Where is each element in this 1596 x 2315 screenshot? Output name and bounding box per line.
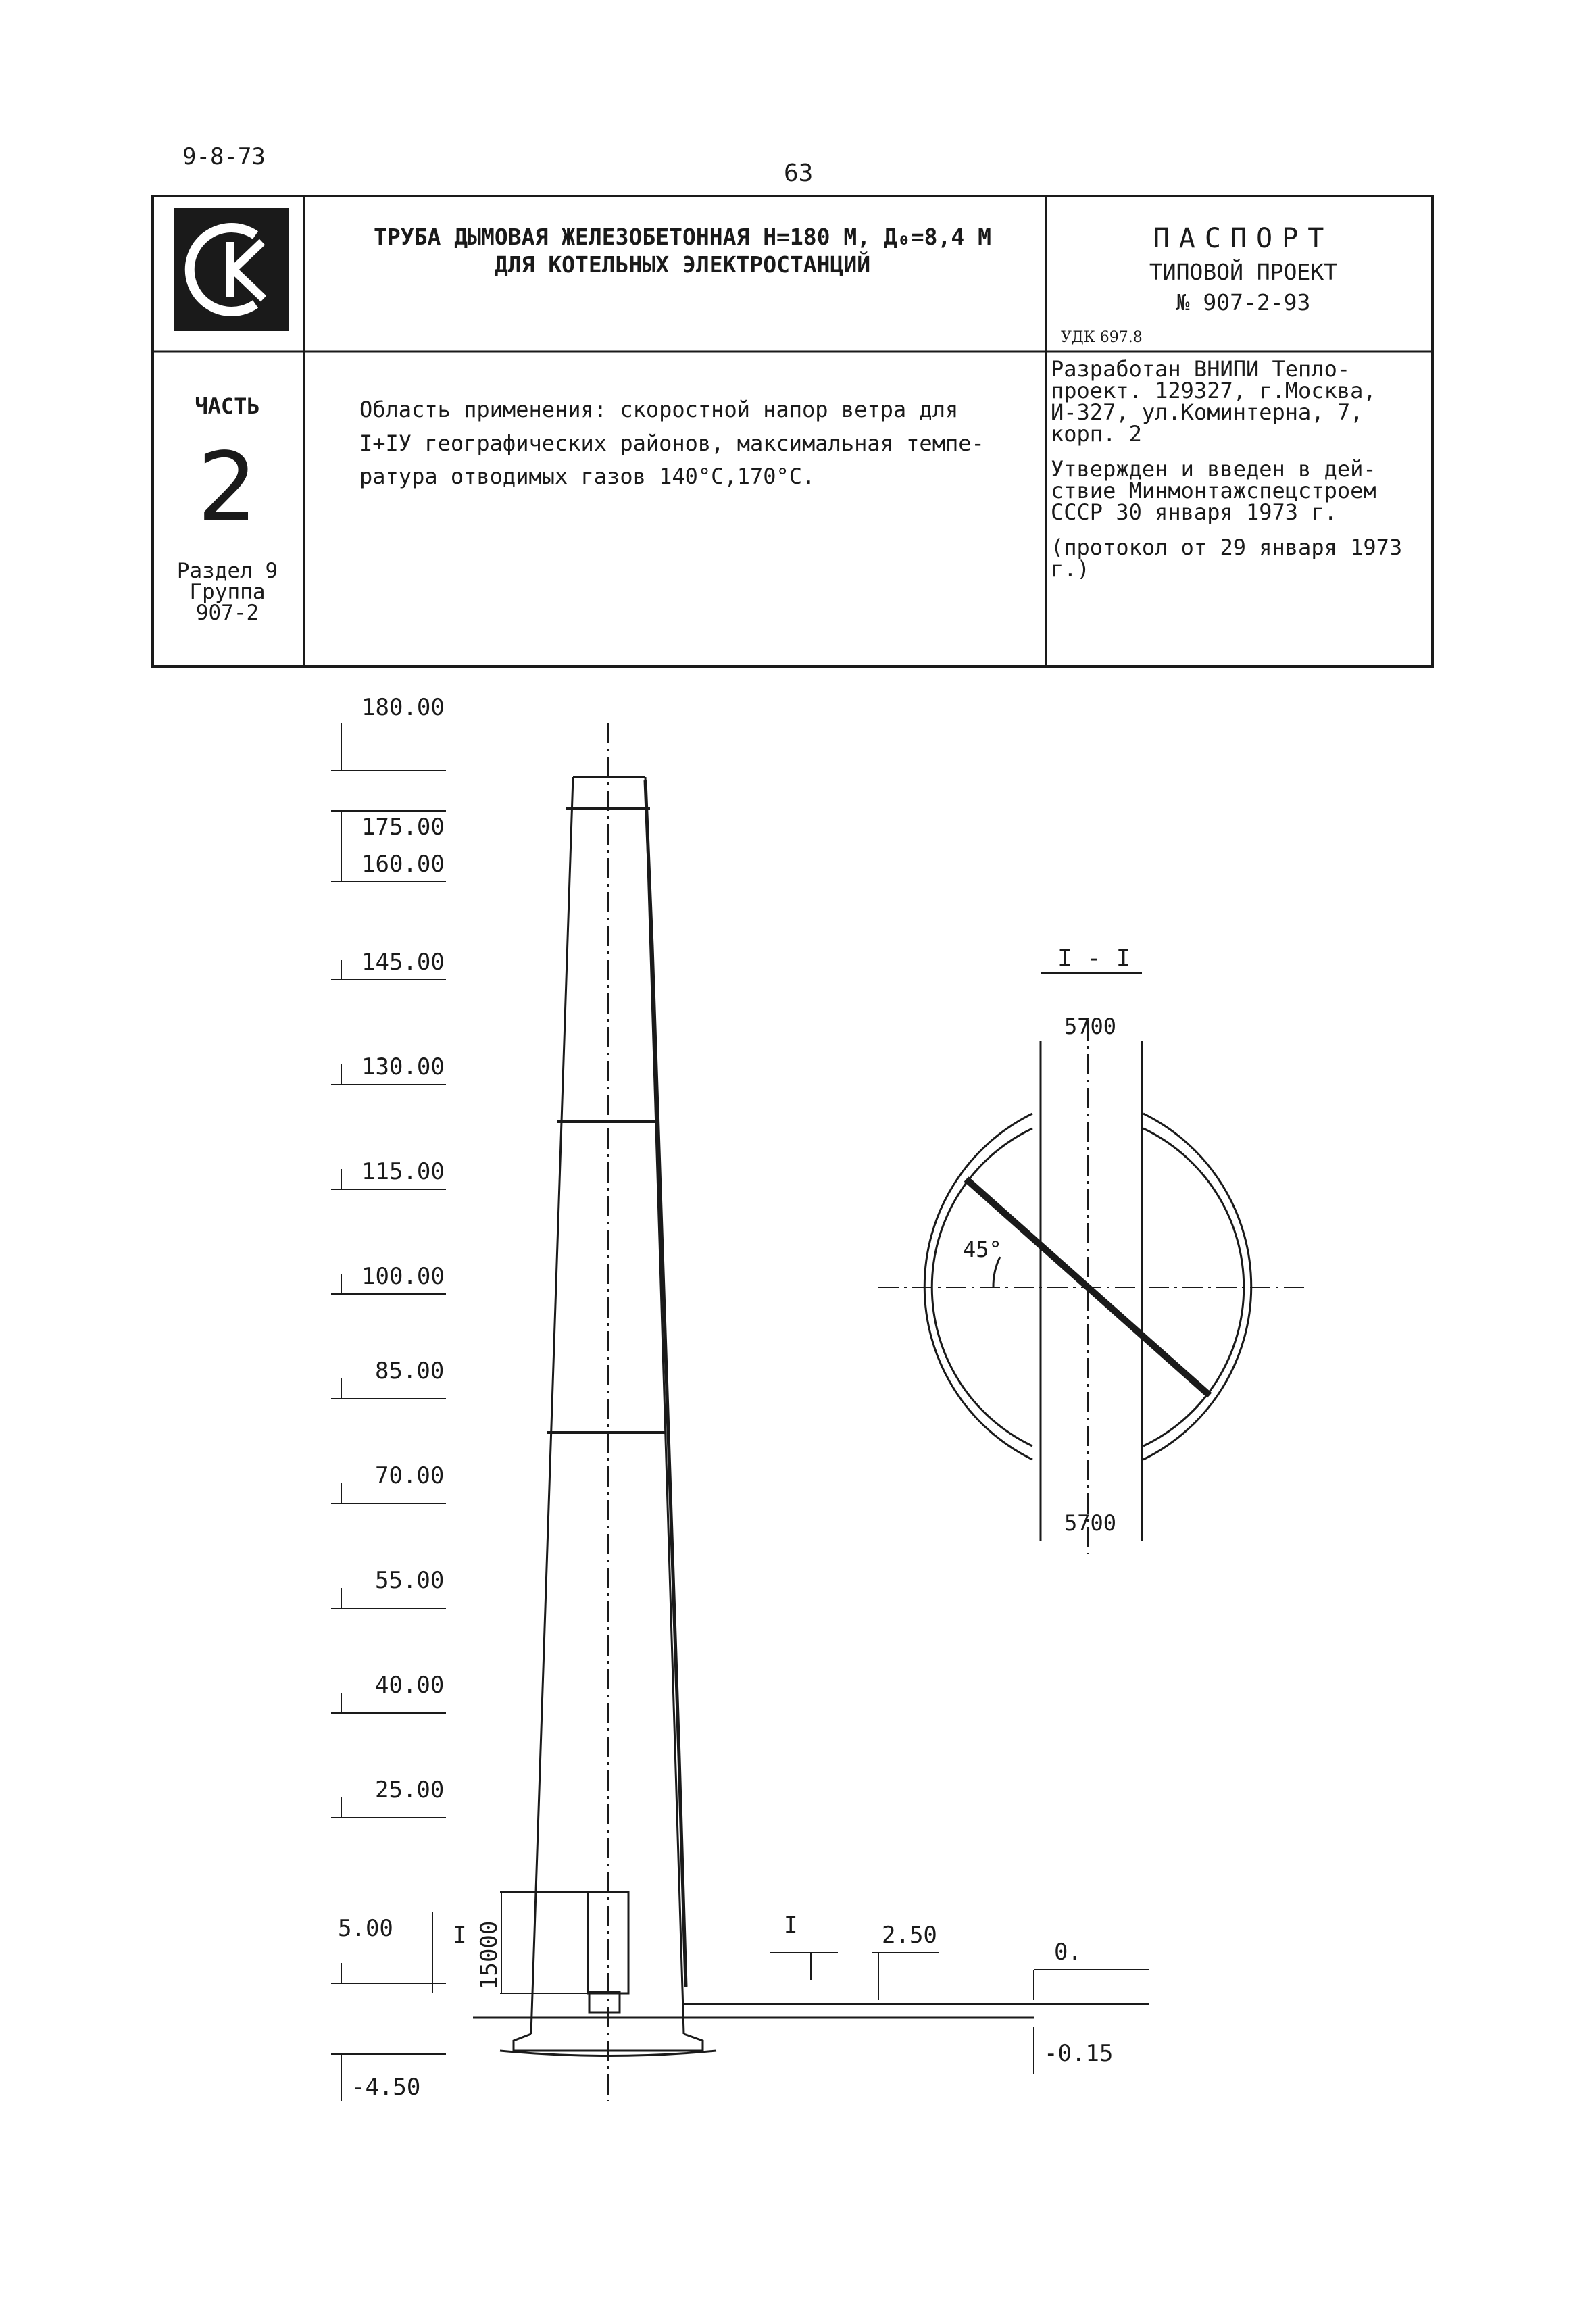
project-type: ТИПОВОЙ ПРОЕКТ [1149,259,1338,285]
section-cut-mark: I [784,1912,798,1939]
protocol-text: (протокол от 29 января 1973 г.) [1051,534,1403,582]
elev-55: 55.00 [375,1567,445,1594]
opening-width-top: 5700 [1064,1014,1117,1039]
developer-text: Разработан ВНИПИ Тепло-проект. 129327, г.Москва, И-327, ул.Коминтерна, 7, корп. 2 [1051,356,1376,447]
opening-height: 15000 [476,1920,503,1990]
section-label: Раздел 9 [176,559,278,583]
elev-25: 25.00 [375,1776,445,1803]
platforms [547,808,666,1433]
elev-175: 175.00 [361,814,445,841]
group-label: Группа [189,580,266,604]
title-line-2: ДЛЯ КОТЕЛЬНЫХ ЭЛЕКТРОСТАНЦИЙ [494,251,871,278]
opening-width-bottom: 5700 [1064,1510,1117,1536]
document-code: 9-8-73 [182,143,266,170]
scope-line-3: ратура отводимых газов 140°С,170°С. [359,464,816,490]
page-number: 63 [784,159,814,187]
elev-85: 85.00 [375,1358,445,1385]
mark-zero: 0. [1054,1939,1082,1966]
title-line-1: ТРУБА ДЫМОВАЯ ЖЕЛЕЗОБЕТОННАЯ Н=180 М, Д₀=8,4 М [374,224,991,250]
elev-100: 100.00 [361,1263,445,1290]
elev-minus-4-5: -4.50 [351,2074,421,2101]
scope-line-1: Область применения: скоростной напор ветра для [359,397,959,422]
elev-5: 5.00 [338,1915,393,1942]
project-number: № 907-2-93 [1176,289,1311,316]
elev-40: 40.00 [375,1672,445,1699]
approval-text: Утвержден и введен в дей-ствие Минмонтажспецстроем СССР 30 января 1973 г. [1051,456,1376,525]
elev-130: 130.00 [361,1053,445,1080]
elev-70: 70.00 [375,1462,445,1489]
elev-160: 160.00 [361,851,445,878]
scope-line-2: I+IУ географических районов, максимальная темпе- [359,430,984,456]
part-label: ЧАСТЬ [195,393,260,419]
elev-115: 115.00 [361,1158,445,1185]
opening-mark: I [453,1922,467,1949]
elevation-labels [338,694,503,2101]
chimney-shaft [473,723,1149,2101]
passport-heading: ПАСПОРТ [1153,223,1334,254]
section-title: I - I [1057,945,1131,972]
part-number: 2 [197,432,258,543]
mark-minus-0-15: -0.15 [1044,2040,1114,2067]
elevation-marks [331,723,588,2101]
udk-code: УДК 697.8 [1061,329,1143,346]
angle-label: 45° [963,1237,1002,1262]
elev-145: 145.00 [361,949,445,976]
mark-2-50: 2.50 [882,1922,937,1949]
section-view [878,973,1304,1554]
group-number: 907-2 [195,601,259,625]
elev-180: 180.00 [361,694,445,721]
